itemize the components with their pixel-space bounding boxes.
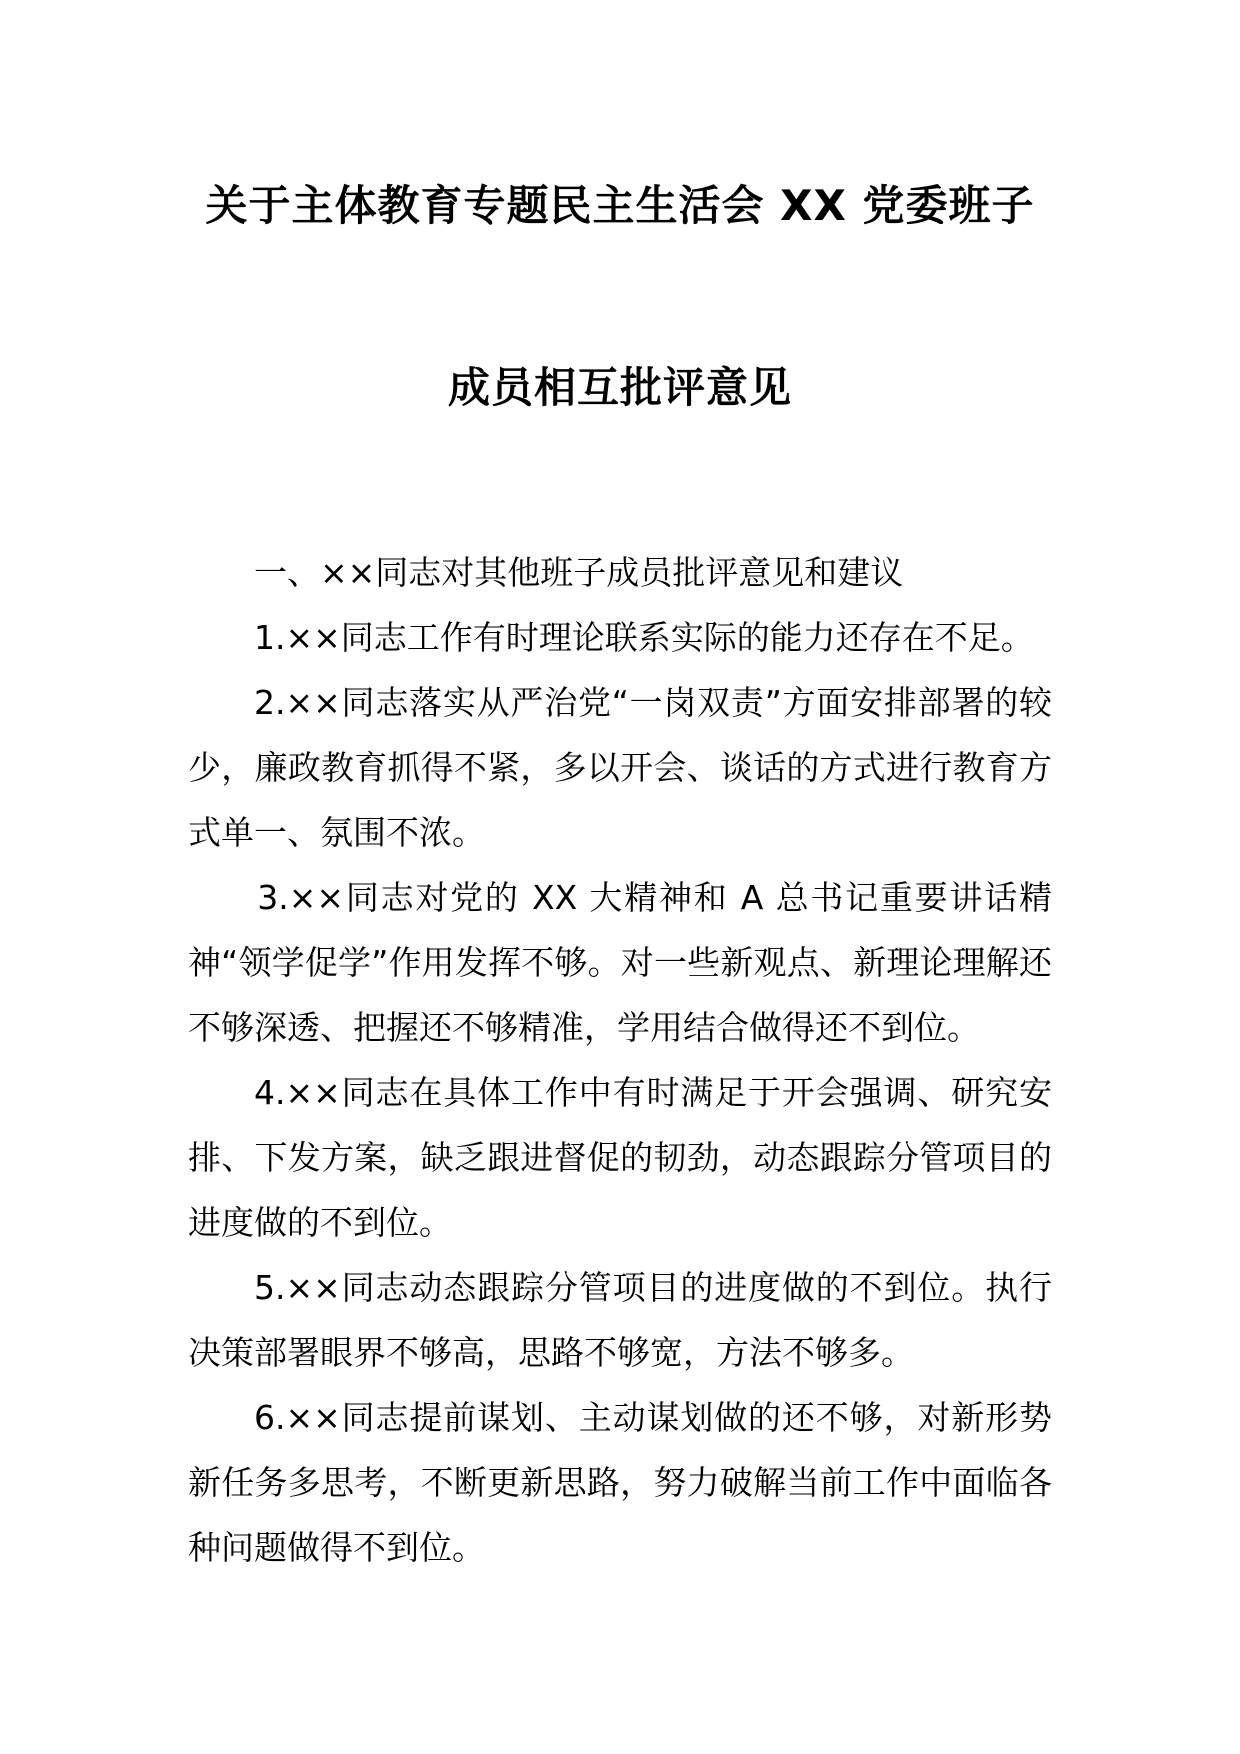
document-title-line-1: 关于主体教育专题民主生活会 XX 党委班子: [205, 181, 1035, 230]
section-heading: 一、××同志对其他班子成员批评意见和建议: [254, 553, 904, 592]
criticism-item-6: 6.××同志提前谋划、主动谋划做的还不够，对新形势新任务多思考，不断更新思路，努力破解当前工作中面临各种问题做得不到位。: [188, 1398, 1052, 1567]
criticism-item-1: 1.××同志工作有时理论联系实际的能力还存在不足。: [254, 618, 1034, 657]
criticism-item-3: 3.××同志对党的 XX 大精神和 A 总书记重要讲话精神“领学促学”作用发挥不够。对一些新观点、新理论理解还不够深透、把握还不够精准，学用结合做得还不到位。: [188, 878, 1052, 1047]
document-body: [188, 540, 1052, 1580]
document-title-line-2: 成员相互批评意见: [447, 363, 792, 412]
criticism-item-5: 5.××同志动态跟踪分管项目的进度做的不到位。执行决策部署眼界不够高，思路不够宽，方法不够多。: [188, 1268, 1052, 1372]
criticism-item-4: 4.××同志在具体工作中有时满足于开会强调、研究安排、下发方案，缺乏跟进督促的韧劲，动态跟踪分管项目的进度做的不到位。: [188, 1073, 1052, 1242]
criticism-item-2: 2.××同志落实从严治党“一岗双责”方面安排部署的较少，廉政教育抓得不紧，多以开会、谈话的方式进行教育方式单一、氛围不浓。: [188, 683, 1052, 852]
